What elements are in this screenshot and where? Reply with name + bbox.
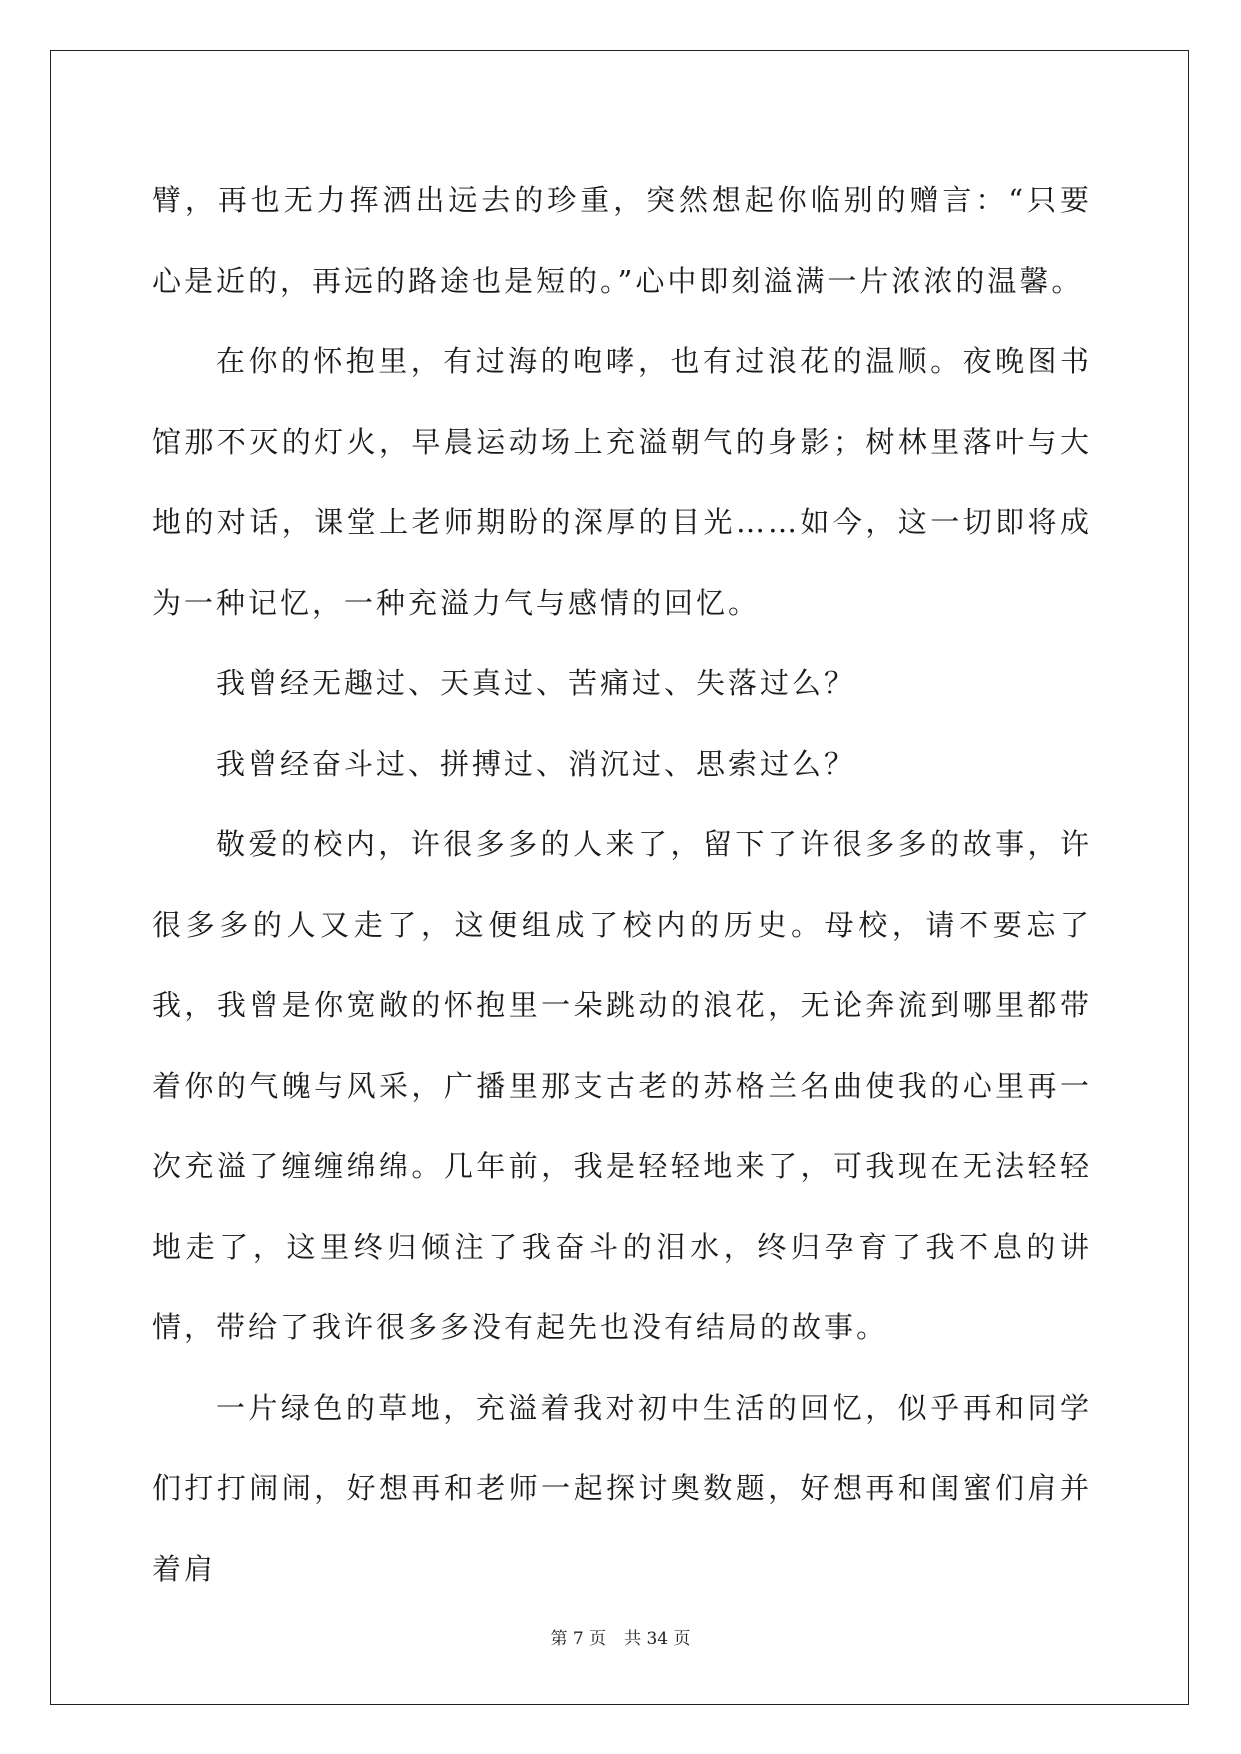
- paragraph: 一片绿色的草地，充溢着我对初中生活的回忆，似乎再和同学们打打闹闹，好想再和老师一起探讨奥数题，好想再和闺蜜们肩并着肩: [152, 1390, 1092, 1586]
- paragraph: 我曾经无趣过、天真过、苦痛过、失落过么？: [216, 666, 857, 700]
- paragraph: 我曾经奋斗过、拼搏过、消沉过、思索过么？: [216, 746, 857, 781]
- page-number: 第 7 页: [550, 1629, 607, 1649]
- page-total: 共 34 页: [624, 1629, 691, 1649]
- paragraph: 敬爱的校内，许很多多的人来了，留下了许很多多的故事，许很多多的人又走了，这便组成了校内的历史。母校，请不要忘了我，我曾是你宽敞的怀抱里一朵跳动的浪花，无论奔流到哪里都带着你的气魄与风采，广播里那支古老的苏格兰名曲使我的心里再一次充溢了缠缠绵绵。几年前，我是轻轻地来了，可我现在无法轻轻地走了，这里终归倾注了我奋斗的泪水，终归孕育了我不息的讲情，带给了我许很多多没有起先也没有结局的故事。: [152, 827, 1092, 1344]
- paragraph: 臂，再也无力挥洒出远去的珍重，突然想起你临别的赠言：“只要心是近的，再远的路途也是短的。”心中即刻溢满一片浓浓的温馨。: [152, 183, 1092, 298]
- document-body: [152, 160, 1092, 1609]
- page-footer: [0, 1624, 1241, 1649]
- paragraph: 在你的怀抱里，有过海的咆哮，也有过浪花的温顺。夜晚图书馆那不灭的灯火，早晨运动场上充溢朝气的身影；树林里落叶与大地的对话，课堂上老师期盼的深厚的目光……如今，这一切即将成为一种记忆，一种充溢力气与感情的回忆。: [152, 344, 1092, 620]
